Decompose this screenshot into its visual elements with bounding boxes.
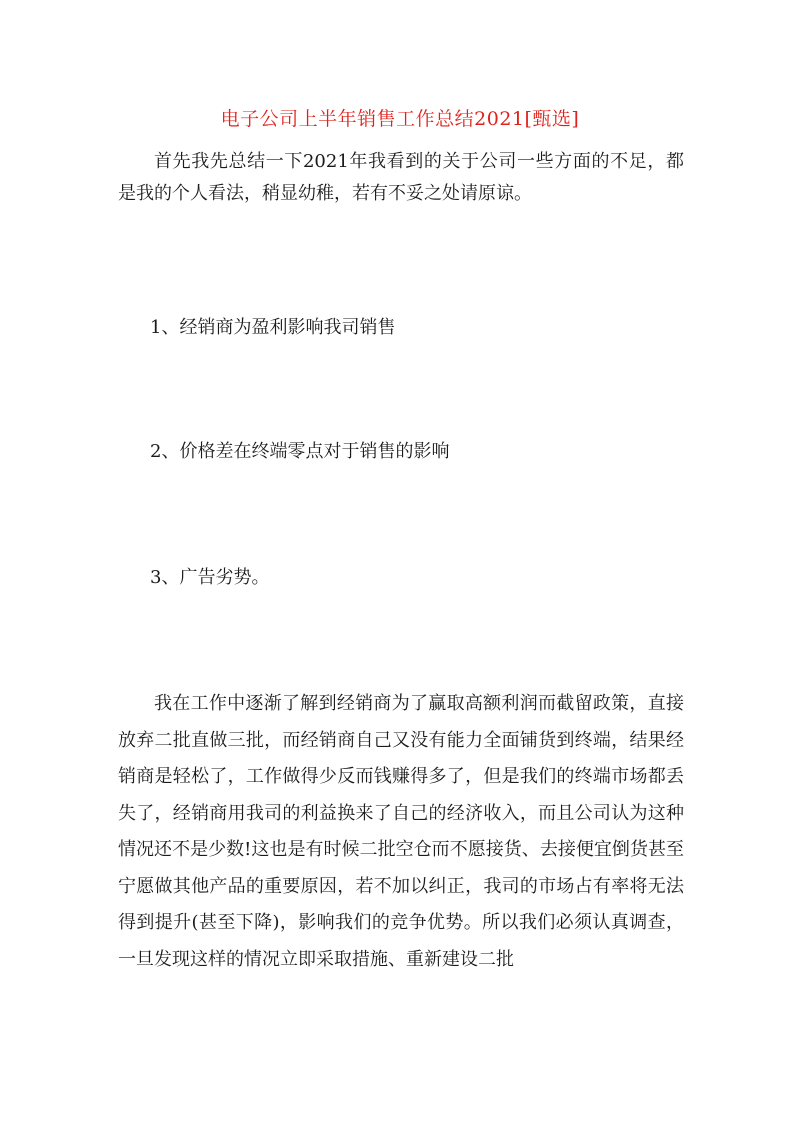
list-item: 1、经销商为盈利影响我司销售 xyxy=(150,317,396,338)
list-item: 2、价格差在终端零点对于销售的影响 xyxy=(150,441,450,462)
body-paragraph: 我在工作中逐渐了解到经销商为了赢取高额利润而截留政策，直接放弃二批直做三批，而经销商自己又没有能力全面铺货到终端，结果经销商是轻松了，工作做得少反而钱赚得多了，但是我们的终端市场都丢失了，经销商用我司的利益换来了自己的经济收入，而且公司认为这种情况还不是少数!这也是有时候二批空仓而不愿接货、去接便宜倒货甚至宁愿做其他产品的重要原因，若不加以纠正，我司的市场占有率将无法得到提升(甚至下降)，影响我们的竞争优势。所以我们必须认真调查，一旦发现这样的情况立即采取措施、重新建设二批 xyxy=(118,693,684,970)
list-item: 3、广告劣势。 xyxy=(150,567,270,588)
intro-paragraph: 首先我先总结一下2021年我看到的关于公司一些方面的不足，都是我的个人看法，稍显幼稚，若有不妥之处请原谅。 xyxy=(118,151,684,204)
document-title: 电子公司上半年销售工作总结2021[甄选] xyxy=(220,108,580,130)
